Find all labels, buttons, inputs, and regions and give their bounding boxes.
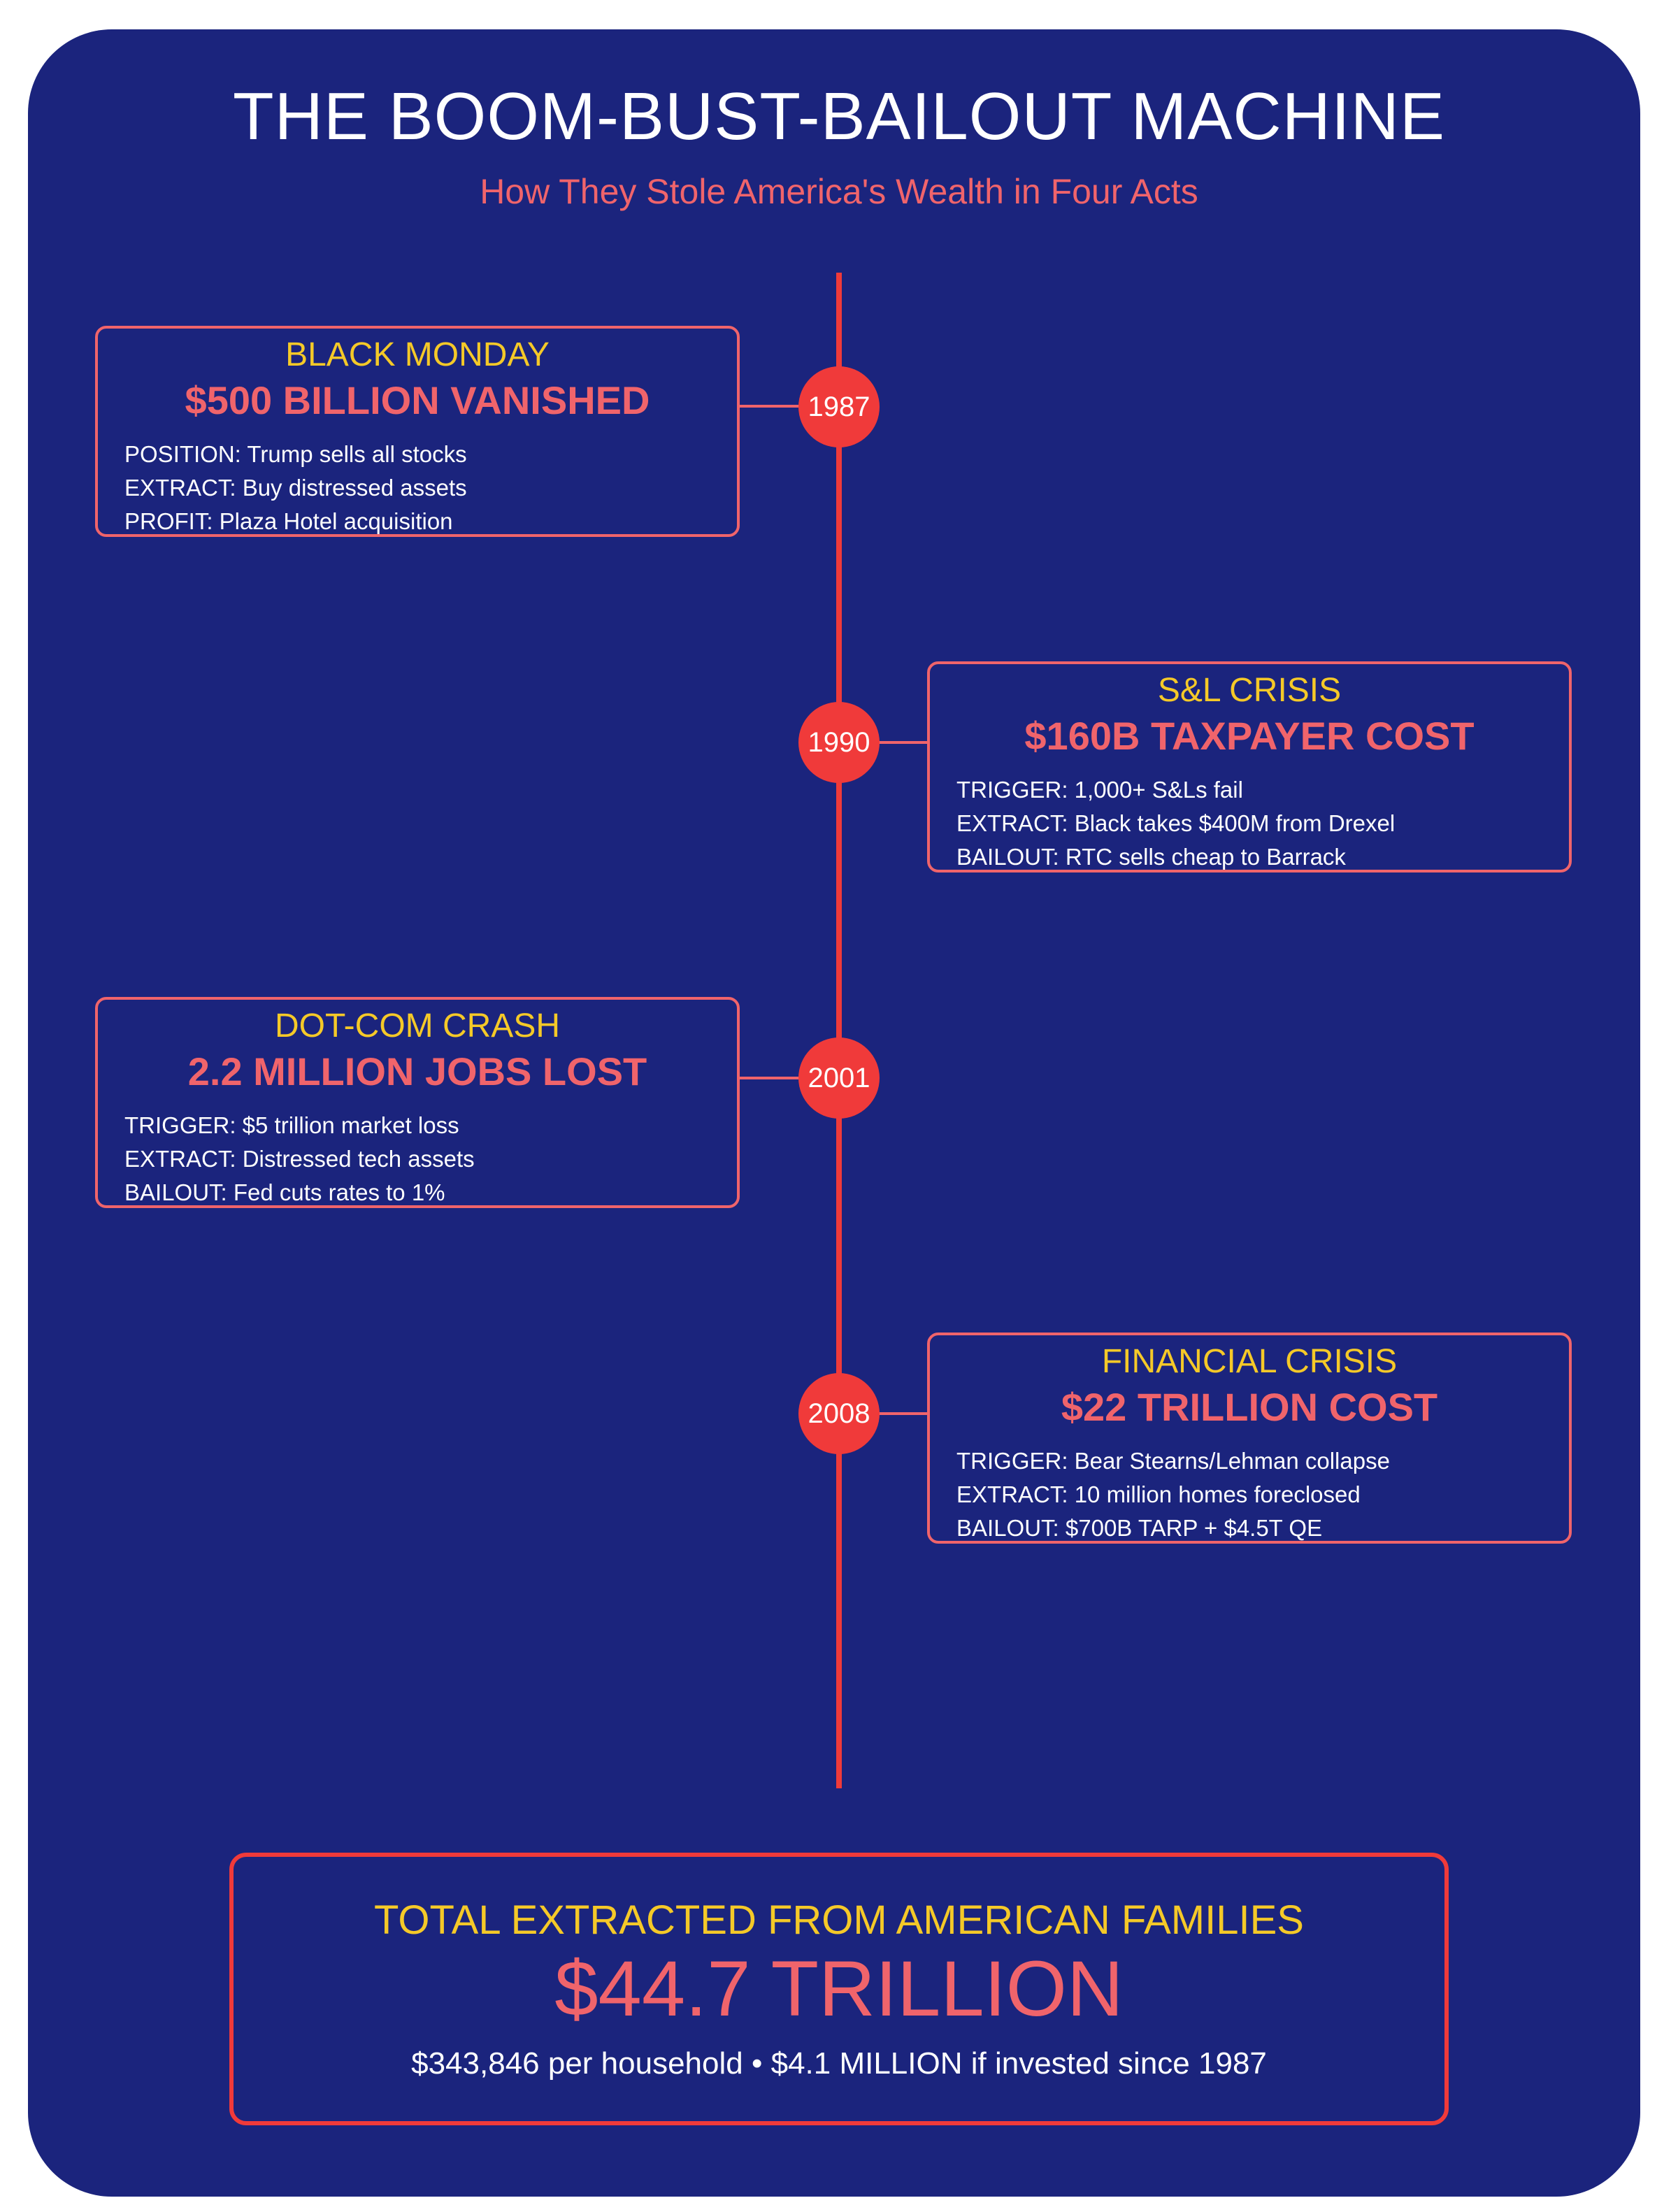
page-title: THE BOOM-BUST-BAILOUT MACHINE <box>232 79 1446 154</box>
event-detail-line: EXTRACT: 10 million homes foreclosed <box>956 1481 1361 1507</box>
event-label: S&L CRISIS <box>1157 672 1342 709</box>
event-headline: $22 TRILLION COST <box>1061 1385 1438 1429</box>
year-node-2008: 2008 <box>798 1373 880 1454</box>
event-headline: 2.2 MILLION JOBS LOST <box>187 1049 647 1093</box>
event-detail-line: BAILOUT: RTC sells cheap to Barrack <box>956 844 1346 870</box>
event-detail-line: EXTRACT: Buy distressed assets <box>124 475 467 501</box>
event-details <box>124 1109 723 1209</box>
event-detail-line: EXTRACT: Distressed tech assets <box>124 1146 475 1172</box>
event-label: DOT-COM CRASH <box>275 1007 560 1044</box>
total-summary-box <box>229 1853 1449 2125</box>
total-amount: $44.7 TRILLION <box>554 1945 1124 2032</box>
page-subtitle: How They Stole America's Wealth in Four Acts <box>480 172 1198 211</box>
timeline-axis <box>836 273 842 1788</box>
event-headline: $500 BILLION VANISHED <box>185 378 650 422</box>
event-details <box>124 438 723 538</box>
event-detail-line: PROFIT: Plaza Hotel acquisition <box>124 508 453 534</box>
year-node-2001: 2001 <box>798 1037 880 1119</box>
event-details <box>956 773 1555 874</box>
event-label: BLACK MONDAY <box>285 336 550 373</box>
event-card-1987 <box>95 326 740 537</box>
year-node-1990: 1990 <box>798 702 880 783</box>
event-label: FINANCIAL CRISIS <box>1101 1343 1398 1380</box>
year-node-1987: 1987 <box>798 366 880 447</box>
event-detail-line: TRIGGER: $5 trillion market loss <box>124 1112 459 1138</box>
event-card-2008 <box>927 1333 1572 1544</box>
event-detail-line: BAILOUT: Fed cuts rates to 1% <box>124 1179 445 1205</box>
event-detail-line: POSITION: Trump sells all stocks <box>124 441 467 467</box>
event-card-2001 <box>95 997 740 1208</box>
total-note: $343,846 per household • $4.1 MILLION if invested since 1987 <box>411 2046 1267 2081</box>
event-detail-line: TRIGGER: Bear Stearns/Lehman collapse <box>956 1448 1390 1474</box>
total-label: TOTAL EXTRACTED FROM AMERICAN FAMILIES <box>374 1897 1304 1943</box>
event-detail-line: TRIGGER: 1,000+ S&Ls fail <box>956 777 1243 803</box>
event-detail-line: EXTRACT: Black takes $400M from Drexel <box>956 810 1396 836</box>
event-detail-line: BAILOUT: $700B TARP + $4.5T QE <box>956 1515 1323 1541</box>
event-headline: $160B TAXPAYER COST <box>1024 714 1475 758</box>
event-details <box>956 1444 1555 1545</box>
event-card-1990 <box>927 661 1572 872</box>
